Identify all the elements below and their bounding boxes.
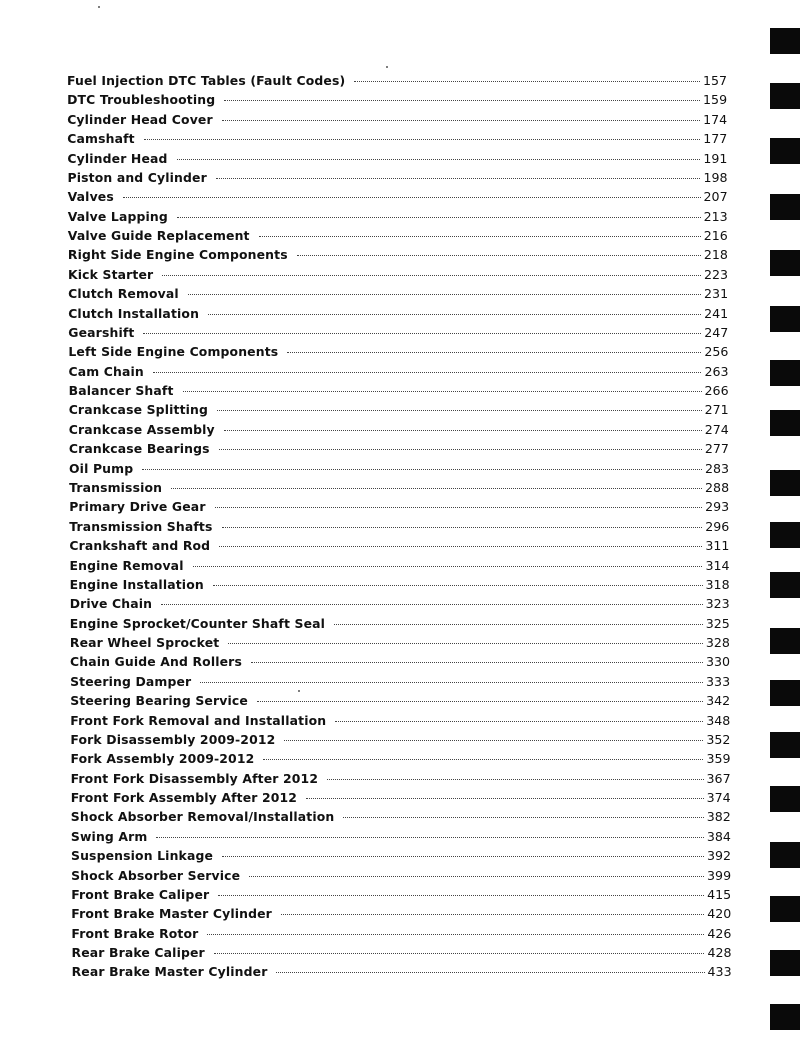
toc-entry[interactable] <box>67 110 727 129</box>
toc-leader-dots <box>162 275 701 276</box>
toc-entry[interactable] <box>71 827 731 846</box>
toc-leader-dots <box>222 856 704 857</box>
binding-hole <box>770 522 800 548</box>
toc-entry-title: Engine Sprocket/Counter Shaft Seal <box>69 615 326 631</box>
toc-entry-title: Drive Chain <box>69 596 153 612</box>
toc-entry-page-number: 342 <box>706 693 731 709</box>
binding-hole <box>770 250 800 276</box>
toc-entry-page-number: 174 <box>703 111 728 127</box>
toc-leader-dots <box>257 701 703 702</box>
toc-entry-title: Transmission <box>69 479 163 495</box>
toc-leader-dots <box>276 972 704 973</box>
toc-entry-page-number: 374 <box>706 790 731 806</box>
toc-entry-title: Front Brake Caliper <box>71 886 210 902</box>
toc-leader-dots <box>249 876 704 877</box>
toc-leader-dots <box>143 333 701 334</box>
toc-entry[interactable] <box>72 962 732 981</box>
toc-entry-title: Right Side Engine Components <box>67 247 288 263</box>
toc-entry[interactable] <box>68 284 728 303</box>
toc-entry-page-number: 333 <box>706 673 731 689</box>
toc-leader-dots <box>224 100 700 101</box>
toc-entry[interactable] <box>70 594 730 613</box>
binding-hole <box>770 28 800 54</box>
toc-leader-dots <box>281 914 704 915</box>
toc-leader-dots <box>259 236 701 237</box>
toc-leader-dots <box>219 546 702 547</box>
toc-entry-page-number: 223 <box>703 266 728 282</box>
toc-entry[interactable] <box>68 245 728 264</box>
toc-entry-page-number: 191 <box>703 150 728 166</box>
toc-leader-dots <box>156 837 703 838</box>
toc-entry-page-number: 247 <box>704 324 729 340</box>
toc-entry[interactable] <box>70 730 730 749</box>
binding-hole <box>770 950 800 976</box>
toc-entry[interactable] <box>70 691 730 710</box>
toc-leader-dots <box>214 953 705 954</box>
toc-entry-page-number: 384 <box>706 828 731 844</box>
binding-hole <box>770 138 800 164</box>
toc-entry[interactable] <box>67 90 727 109</box>
spiral-binding-holes <box>764 0 800 1044</box>
binding-hole <box>770 842 800 868</box>
toc-entry-page-number: 277 <box>704 441 729 457</box>
toc-entry-title: Shock Absorber Removal/Installation <box>70 809 335 825</box>
toc-entry[interactable] <box>71 866 731 885</box>
toc-entry-title: Oil Pump <box>69 460 134 476</box>
toc-entry-page-number: 198 <box>703 169 728 185</box>
toc-entry-page-number: 216 <box>703 228 728 244</box>
toc-entry-page-number: 231 <box>704 286 729 302</box>
binding-hole <box>770 1004 800 1030</box>
toc-entry-page-number: 271 <box>704 402 729 418</box>
toc-leader-dots <box>142 469 702 470</box>
toc-entry-title: Swing Arm <box>70 828 148 844</box>
toc-entry-page-number: 348 <box>706 712 731 728</box>
toc-entry-page-number: 382 <box>706 809 731 825</box>
toc-entry[interactable] <box>68 187 728 206</box>
toc-leader-dots <box>213 585 703 586</box>
toc-leader-dots <box>215 507 703 508</box>
toc-entry[interactable] <box>71 788 731 807</box>
toc-entry[interactable] <box>70 633 730 652</box>
toc-leader-dots <box>207 934 704 935</box>
toc-leader-dots <box>334 624 703 625</box>
toc-entry[interactable] <box>69 536 729 555</box>
binding-hole <box>770 896 800 922</box>
binding-hole <box>770 628 800 654</box>
toc-entry[interactable] <box>70 711 730 730</box>
toc-entry[interactable] <box>69 420 729 439</box>
toc-entry[interactable] <box>70 614 730 633</box>
toc-entry[interactable] <box>69 478 729 497</box>
toc-entry[interactable] <box>68 168 728 187</box>
toc-entry[interactable] <box>69 497 729 516</box>
binding-hole <box>770 360 800 386</box>
toc-entry[interactable] <box>67 129 727 148</box>
toc-entry-title: Shock Absorber Service <box>71 867 241 883</box>
scan-speck <box>98 6 100 8</box>
toc-entry-page-number: 415 <box>707 886 732 902</box>
toc-entry-page-number: 359 <box>706 751 731 767</box>
toc-entry-page-number: 399 <box>707 867 732 883</box>
toc-entry-title: Rear Wheel Sprocket <box>69 635 220 651</box>
toc-entry-page-number: 207 <box>703 189 728 205</box>
toc-entry-page-number: 318 <box>705 576 730 592</box>
toc-entry-page-number: 428 <box>707 945 732 961</box>
toc-leader-dots <box>327 779 703 780</box>
toc-entry-page-number: 263 <box>704 363 729 379</box>
toc-entry[interactable] <box>67 149 727 168</box>
toc-entry[interactable] <box>68 207 728 226</box>
toc-entry-page-number: 159 <box>703 92 728 108</box>
toc-entry-title: Gearshift <box>68 324 135 340</box>
toc-entry-title: Balancer Shaft <box>68 383 174 399</box>
toc-leader-dots <box>306 798 704 799</box>
toc-entry-title: Steering Bearing Service <box>70 693 248 709</box>
toc-entry-page-number: 392 <box>706 848 731 864</box>
toc-entry[interactable] <box>70 652 730 671</box>
binding-hole <box>770 572 800 598</box>
toc-entry-page-number: 367 <box>706 770 731 786</box>
toc-entry-page-number: 328 <box>705 635 730 651</box>
toc-entry[interactable] <box>69 400 729 419</box>
toc-entry[interactable] <box>70 575 730 594</box>
toc-entry-title: Front Fork Disassembly After 2012 <box>70 770 319 786</box>
toc-leader-dots <box>188 294 701 295</box>
toc-entry-title: DTC Troubleshooting <box>67 92 216 108</box>
toc-entry-title: Crankshaft and Rod <box>69 538 211 554</box>
toc-entry[interactable] <box>71 885 731 904</box>
toc-entry-title: Clutch Installation <box>68 305 200 321</box>
toc-entry-title: Engine Installation <box>69 576 204 592</box>
toc-leader-dots <box>218 895 704 896</box>
toc-entry-title: Front Fork Removal and Installation <box>70 712 327 728</box>
toc-entry[interactable] <box>69 362 729 381</box>
toc-leader-dots <box>287 352 701 353</box>
scan-speck <box>386 66 388 68</box>
toc-leader-dots <box>144 139 701 140</box>
toc-entry-page-number: 330 <box>705 654 730 670</box>
toc-entry-page-number: 288 <box>705 479 730 495</box>
toc-leader-dots <box>200 682 703 683</box>
toc-entry-title: Front Fork Assembly After 2012 <box>70 790 298 806</box>
toc-entry-title: Piston and Cylinder <box>67 169 207 185</box>
toc-leader-dots <box>335 721 703 722</box>
toc-entry-title: Fork Assembly 2009-2012 <box>70 751 255 767</box>
toc-entry[interactable] <box>69 517 729 536</box>
toc-leader-dots <box>208 314 701 315</box>
toc-entry-page-number: 296 <box>705 518 730 534</box>
toc-entry-title: Engine Removal <box>69 557 184 573</box>
toc-leader-dots <box>183 391 702 392</box>
toc-entry[interactable] <box>69 381 729 400</box>
toc-leader-dots <box>219 449 702 450</box>
toc-entry-title: Crankcase Assembly <box>68 421 215 437</box>
toc-leader-dots <box>354 81 700 82</box>
toc-entry-title: Front Brake Rotor <box>71 925 199 941</box>
toc-entry[interactable] <box>71 904 731 923</box>
toc-entry[interactable] <box>72 943 732 962</box>
toc-entry-page-number: 218 <box>703 247 728 263</box>
toc-entry-page-number: 325 <box>705 615 730 631</box>
toc-entry-page-number: 274 <box>704 421 729 437</box>
toc-leader-dots <box>222 527 703 528</box>
toc-entry-page-number: 213 <box>703 208 728 224</box>
toc-leader-dots <box>193 566 703 567</box>
toc-leader-dots <box>297 255 701 256</box>
toc-entry-page-number: 426 <box>707 925 732 941</box>
toc-entry-title: Cam Chain <box>68 363 144 379</box>
toc-leader-dots <box>171 488 702 489</box>
toc-entry-page-number: 323 <box>705 596 730 612</box>
toc-entry-title: Fuel Injection DTC Tables (Fault Codes) <box>67 73 346 88</box>
toc-entry-title: Crankcase Bearings <box>68 441 210 457</box>
toc-leader-dots <box>216 178 701 179</box>
binding-hole <box>770 83 800 109</box>
toc-entry[interactable] <box>68 226 728 245</box>
binding-hole <box>770 194 800 220</box>
toc-entry-page-number: 283 <box>704 460 729 476</box>
toc-leader-dots <box>153 372 702 373</box>
binding-hole <box>770 306 800 332</box>
toc-entry-page-number: 266 <box>704 383 729 399</box>
toc-leader-dots <box>224 430 702 431</box>
toc-entry-page-number: 311 <box>705 538 730 554</box>
toc-entry[interactable] <box>71 807 731 826</box>
toc-leader-dots <box>123 197 701 198</box>
binding-hole <box>770 732 800 758</box>
toc-entry[interactable] <box>71 924 731 943</box>
toc-entry-title: Valve Guide Replacement <box>67 228 250 244</box>
toc-entry-title: Crankcase Splitting <box>68 402 209 418</box>
toc-entry-title: Left Side Engine Components <box>68 344 279 360</box>
toc-entry-page-number: 256 <box>704 344 729 360</box>
toc-leader-dots <box>177 159 701 160</box>
toc-entry-title: Camshaft <box>67 131 135 147</box>
toc-entry-title: Fork Disassembly 2009-2012 <box>70 731 276 747</box>
toc-entry[interactable] <box>70 556 730 575</box>
toc-entry-title: Valve Lapping <box>67 208 168 224</box>
binding-hole <box>770 680 800 706</box>
toc-entry[interactable] <box>68 265 728 284</box>
toc-leader-dots <box>222 120 700 121</box>
toc-entry-page-number: 352 <box>706 731 731 747</box>
toc-leader-dots <box>217 410 702 411</box>
toc-entry[interactable] <box>69 459 729 478</box>
toc-entry[interactable] <box>67 71 727 90</box>
toc-entry-title: Chain Guide And Rollers <box>70 654 242 670</box>
toc-leader-dots <box>263 759 703 760</box>
toc-leader-dots <box>228 643 703 644</box>
binding-hole <box>770 470 800 496</box>
toc-entry-title: Rear Brake Caliper <box>71 945 205 961</box>
toc-entry-page-number: 314 <box>705 557 730 573</box>
toc-entry[interactable] <box>71 846 731 865</box>
toc-entry-title: Cylinder Head <box>67 150 168 166</box>
toc-entry-title: Cylinder Head Cover <box>67 111 213 127</box>
toc-entry[interactable] <box>70 672 730 691</box>
toc-entry[interactable] <box>69 439 729 458</box>
toc-entry-title: Clutch Removal <box>68 286 179 302</box>
toc-entry-page-number: 420 <box>707 906 732 922</box>
toc-entry-title: Front Brake Master Cylinder <box>71 906 272 922</box>
toc-entry[interactable] <box>71 769 731 788</box>
toc-entry[interactable] <box>71 749 731 768</box>
toc-leader-dots <box>161 604 703 605</box>
toc-entry-title: Primary Drive Gear <box>69 499 206 515</box>
toc-entry-page-number: 177 <box>703 131 728 147</box>
toc-leader-dots <box>343 817 703 818</box>
toc-entry-page-number: 241 <box>704 305 729 321</box>
toc-entry-title: Rear Brake Master Cylinder <box>71 964 268 980</box>
toc-entry-title: Steering Damper <box>70 673 192 689</box>
toc-leader-dots <box>177 217 701 218</box>
toc-entry[interactable] <box>68 323 728 342</box>
toc-entry[interactable] <box>68 304 728 323</box>
toc-entry-title: Valves <box>67 189 114 205</box>
scan-speck <box>298 690 300 692</box>
toc-entry-title: Kick Starter <box>68 266 154 282</box>
toc-leader-dots <box>284 740 703 741</box>
toc-entry-page-number: 433 <box>707 964 732 980</box>
binding-hole <box>770 786 800 812</box>
toc-leader-dots <box>251 662 703 663</box>
toc-entry-page-number: 293 <box>705 499 730 515</box>
toc-entry-title: Suspension Linkage <box>71 848 214 864</box>
toc-entry[interactable] <box>68 342 728 361</box>
toc-entry-title: Transmission Shafts <box>69 518 213 534</box>
binding-hole <box>770 410 800 436</box>
toc-entry-page-number: 157 <box>702 73 727 88</box>
